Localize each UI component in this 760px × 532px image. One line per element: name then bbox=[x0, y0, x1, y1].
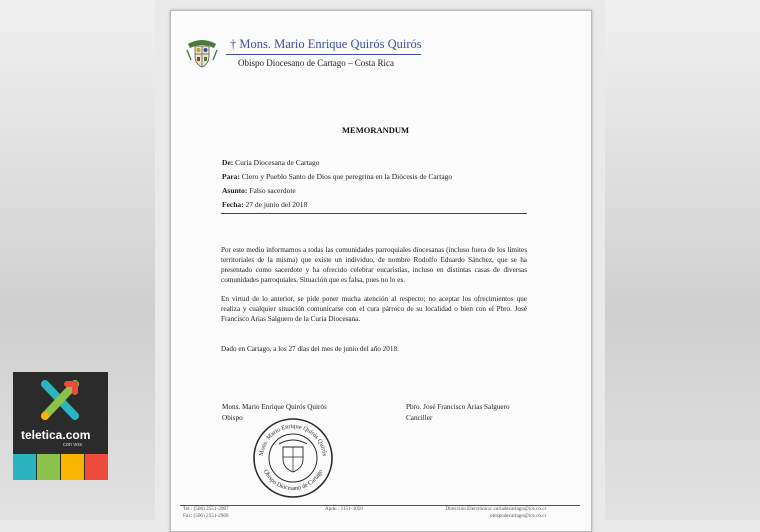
signature-right-name: Pbro. José Francisco Arias Salguero bbox=[406, 403, 510, 411]
body-paragraph-2: En virtud de lo anterior, se pide poner mucha atención al respecto; no aceptar los ofrecimientos que realiza y cualquier situación comunicarse con el cura párroco de su localidad o bien con el Pbro. José Francisco Arias Salguero de la Curia Diocesana. bbox=[221, 295, 527, 323]
teletica-brand: teletica.com bbox=[21, 428, 91, 442]
memo-to-line bbox=[222, 172, 452, 181]
memo-subject-line bbox=[222, 186, 296, 195]
signature-left-name: Mons. Mario Enrique Quirós Quirós bbox=[222, 403, 327, 411]
official-seal-stamp bbox=[252, 417, 334, 499]
background-right bbox=[605, 0, 760, 520]
footer-email-primary: Dirección Electrónica: curiadecartago@ice.co.cr bbox=[445, 506, 547, 512]
memo-to-value: Clero y Pueblo Santo de Dios que peregrina en la Diócesis de Cartago bbox=[241, 172, 453, 181]
footer-apdo: Apdo.: 1151-3050 bbox=[325, 506, 363, 512]
memo-header-divider bbox=[221, 213, 527, 214]
memo-date-value: 27 de junio del 2018 bbox=[245, 200, 308, 209]
teletica-tagline: con vos bbox=[63, 442, 82, 448]
letterhead-title: † Mons. Mario Enrique Quirós Quirós bbox=[230, 37, 422, 51]
body-paragraph-3: Dado en Cartago, a los 27 días del mes de junio del año 2018. bbox=[221, 345, 399, 353]
logo-bar-red bbox=[85, 454, 108, 480]
memo-subject-value: Falso sacerdote bbox=[249, 186, 296, 195]
logo-bar-green bbox=[37, 454, 60, 480]
memo-title: MEMORANDUM bbox=[342, 125, 410, 135]
memo-from-value: Curia Diocesana de Cartago bbox=[235, 158, 320, 167]
memo-subject-label: Asunto: bbox=[222, 186, 248, 195]
signature-right bbox=[406, 402, 510, 424]
footer-email bbox=[438, 506, 546, 520]
teletica-logo bbox=[13, 372, 108, 480]
teletica-x-icon bbox=[37, 378, 83, 422]
svg-text:Mons. Mario Enrique Quirós Qui: Mons. Mario Enrique Quirós Quirós bbox=[257, 422, 328, 457]
memo-date-line bbox=[222, 200, 307, 209]
diocese-crest-icon bbox=[184, 34, 220, 70]
memo-from-label: De: bbox=[222, 158, 234, 167]
footer-phones bbox=[183, 506, 229, 520]
memo-to-label: Para: bbox=[222, 172, 240, 181]
footer-email-secondary: obispodecartago@ice.co.cr bbox=[490, 513, 547, 519]
logo-bar-cyan bbox=[13, 454, 36, 480]
logo-bar-yellow bbox=[61, 454, 84, 480]
memo-from-line bbox=[222, 158, 319, 167]
letterhead-divider bbox=[226, 54, 421, 55]
svg-text:Obispo Diocesano de Cartago: Obispo Diocesano de Cartago bbox=[261, 468, 325, 493]
signature-left-role: Obispo bbox=[222, 414, 243, 422]
memo-date-label: Fecha: bbox=[222, 200, 244, 209]
footer-fax: Fax: (506) 2551-2969 bbox=[183, 513, 229, 519]
letterhead-subtitle: Obispo Diocesano de Cartago – Costa Rica bbox=[238, 58, 394, 68]
signature-right-role: Canciller bbox=[406, 414, 433, 422]
footer-tel: Tel.: (506) 2551-2987 bbox=[183, 506, 229, 512]
body-paragraph-1: Por este medio informamos a todas las comunidades parroquiales diocesanas (incluso fuera de los límites territoriales de la misma) que existe un individuo, de nombre Rodolfo Eduardo Sánchez, que se ha presentado como sacerdote y ha ofrecido celebrar eucaristías, incluso en distintas casas de diversas comunidades parroquiales. Situación que es falsa, pues no lo es. bbox=[221, 246, 527, 284]
